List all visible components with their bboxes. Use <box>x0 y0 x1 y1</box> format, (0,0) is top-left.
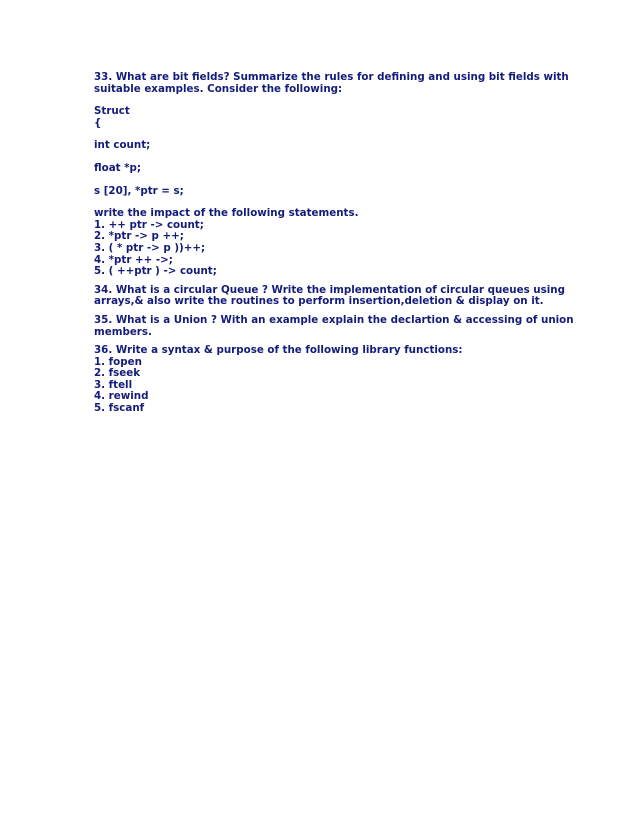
library-function-item: 2. fseek <box>94 367 141 380</box>
statement-item: 1. ++ ptr -> count; <box>94 218 204 231</box>
q34-text-line-1: 34. What is a circular Queue ? Write the implementation of circular queues using <box>94 283 565 296</box>
code-member-count: int count; <box>94 139 151 152</box>
statement-item: 3. ( * ptr -> p ))++; <box>94 241 206 254</box>
q35-text-line-2: members. <box>94 325 152 338</box>
q36-title: 36. Write a syntax & purpose of the following library functions: <box>94 344 463 357</box>
q33-prompt: write the impact of the following statements. <box>94 207 359 220</box>
q33-text-line-2: suitable examples. Consider the following: <box>94 82 343 95</box>
library-function-item: 3. ftell <box>94 378 133 391</box>
document-page <box>94 71 574 415</box>
code-declaration: s [20], *ptr = s; <box>94 184 184 197</box>
question-35 <box>94 313 574 338</box>
statement-item: 4. *ptr ++ ->; <box>94 253 173 266</box>
statement-item: 5. ( ++ptr ) -> count; <box>94 265 217 278</box>
library-function-item: 1. fopen <box>94 355 142 368</box>
question-33 <box>94 71 569 278</box>
code-member-pointer: float *p; <box>94 161 142 174</box>
code-struct-keyword: Struct <box>94 105 130 118</box>
q33-text-line-1: 33. What are bit fields? Summarize the rules for defining and using bit fields with <box>94 71 569 83</box>
library-function-item: 5. fscanf <box>94 402 145 415</box>
q35-text-line-1: 35. What is a Union ? With an example explain the declartion & accessing of union <box>94 313 574 326</box>
code-open-brace: { <box>94 116 102 129</box>
question-36 <box>94 345 564 415</box>
statement-item: 2. *ptr -> p ++; <box>94 230 184 243</box>
q34-text-line-2: arrays,& also write the routines to perform insertion,deletion & display on it. <box>94 295 544 308</box>
library-function-item: 4. rewind <box>94 390 149 403</box>
question-34 <box>94 285 564 308</box>
